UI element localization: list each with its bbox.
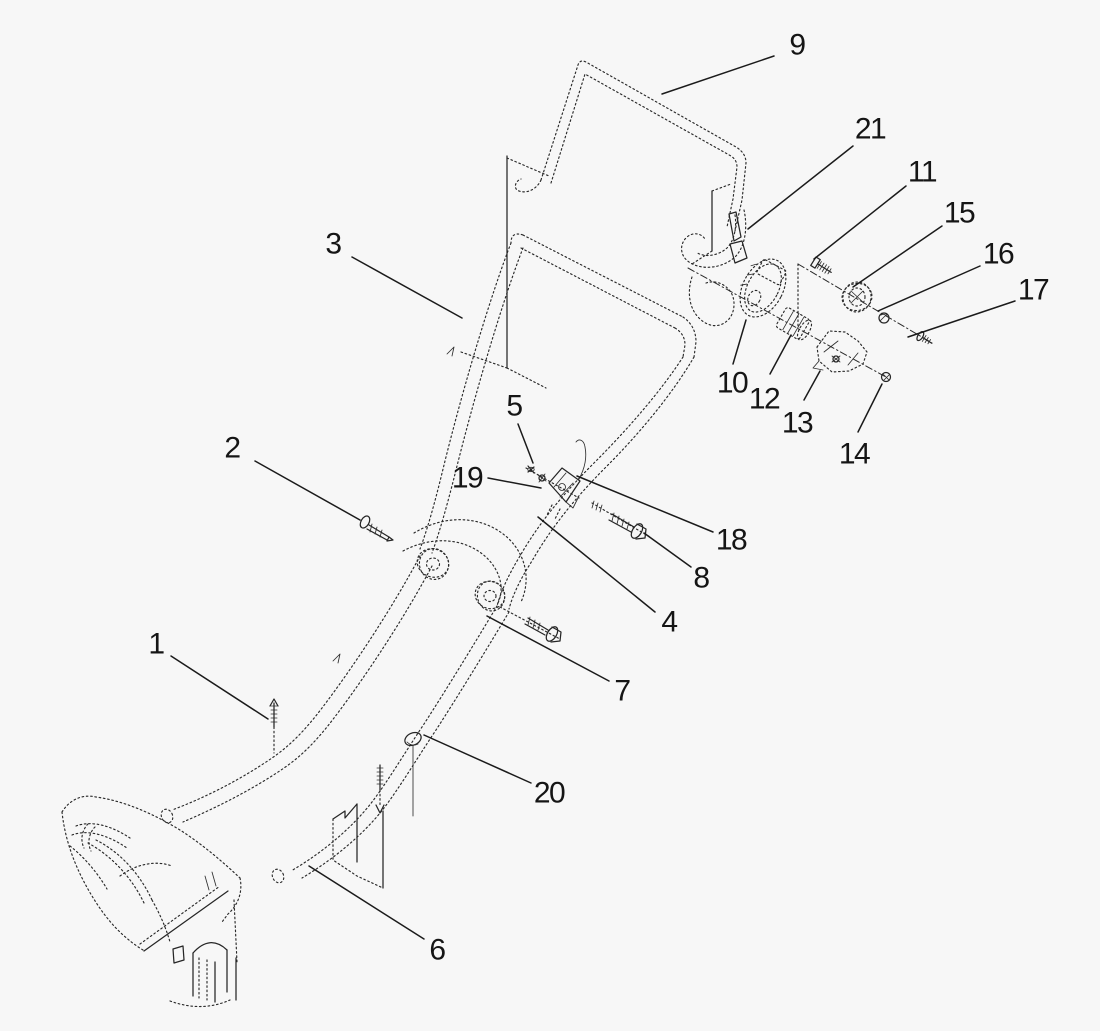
callout-label-10: 10 [716, 366, 748, 400]
callout-label-12: 12 [748, 382, 780, 416]
callout-label-16: 16 [982, 237, 1014, 271]
callout-label-20: 20 [533, 776, 565, 810]
callout-label-9: 9 [789, 28, 805, 62]
callout-label-17: 17 [1017, 273, 1049, 307]
callout-label-19: 19 [451, 461, 483, 495]
callout-label-8: 8 [693, 561, 709, 595]
callout-label-21: 21 [854, 112, 886, 146]
callout-label-18: 18 [715, 523, 747, 557]
callout-label-5: 5 [506, 389, 522, 423]
callout-label-4: 4 [661, 605, 677, 639]
callout-label-2: 2 [224, 431, 240, 465]
callout-label-3: 3 [325, 227, 341, 261]
callout-label-11: 11 [907, 155, 937, 189]
callout-label-6: 6 [429, 933, 445, 967]
callout-label-14: 14 [838, 437, 870, 471]
callout-label-1: 1 [148, 627, 164, 661]
callout-label-7: 7 [614, 674, 630, 708]
callout-label-15: 15 [943, 196, 975, 230]
callout-label-13: 13 [781, 406, 813, 440]
